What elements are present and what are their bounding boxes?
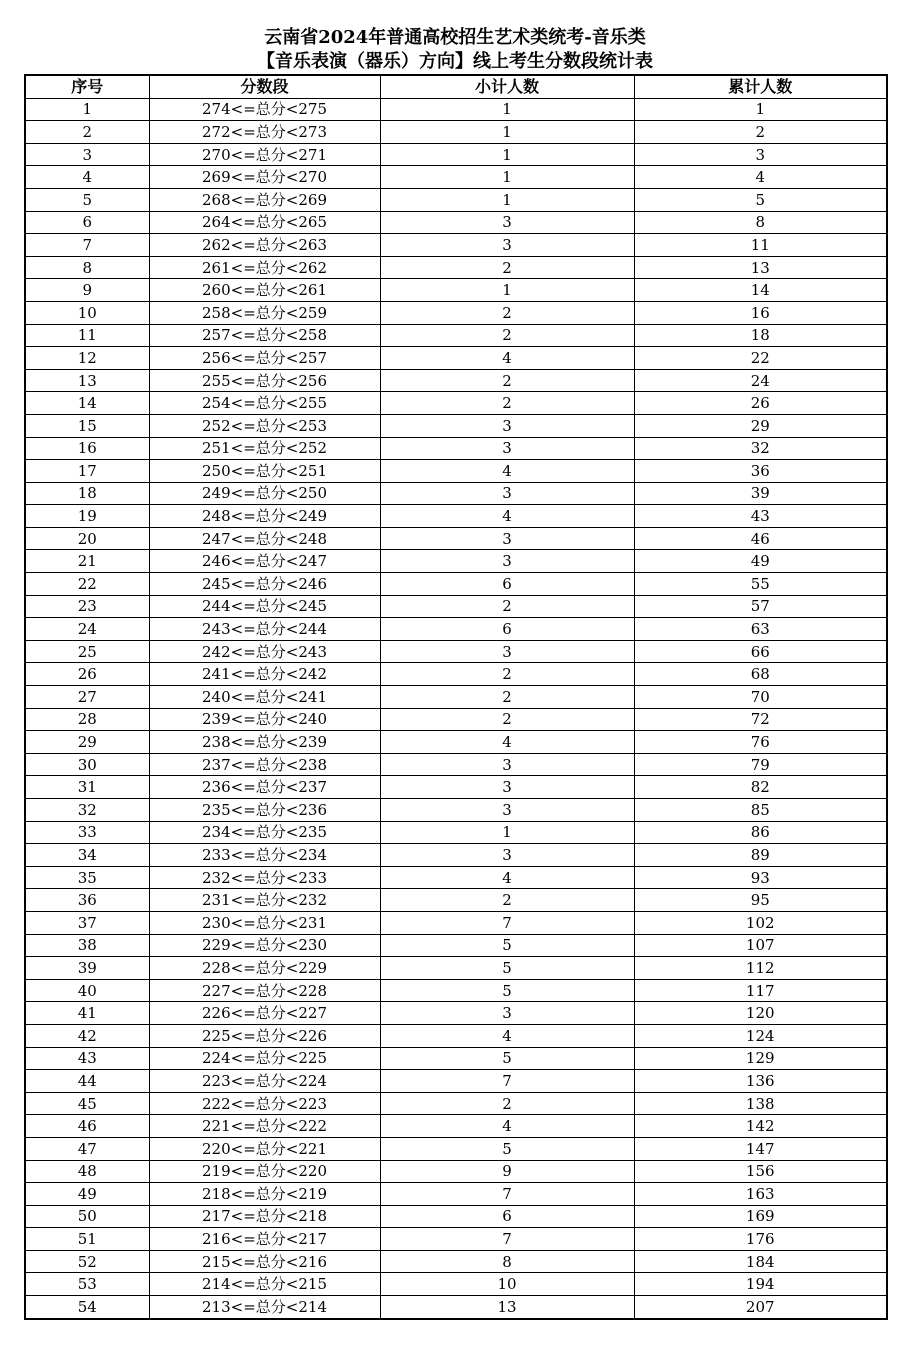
cell-subtotal: 3 — [380, 211, 634, 234]
table-row — [25, 234, 887, 257]
cell-score-range: 235<=总分<236 — [149, 799, 380, 822]
cell-score-range: 233<=总分<234 — [149, 844, 380, 867]
cell-score-range: 241<=总分<242 — [149, 663, 380, 686]
cell-subtotal: 7 — [380, 1070, 634, 1093]
cell-cumulative: 120 — [634, 1002, 887, 1025]
table-row — [25, 799, 887, 822]
cell-index: 34 — [25, 844, 149, 867]
cell-score-range: 251<=总分<252 — [149, 437, 380, 460]
cell-score-range: 270<=总分<271 — [149, 143, 380, 166]
cell-cumulative: 18 — [634, 324, 887, 347]
table-row — [25, 889, 887, 912]
cell-subtotal: 4 — [380, 1115, 634, 1138]
cell-cumulative: 102 — [634, 911, 887, 934]
table-row — [25, 663, 887, 686]
cell-subtotal: 1 — [380, 166, 634, 189]
cell-subtotal: 3 — [380, 550, 634, 573]
cell-subtotal: 1 — [380, 279, 634, 302]
cell-index: 2 — [25, 121, 149, 144]
cell-index: 49 — [25, 1183, 149, 1206]
cell-score-range: 262<=总分<263 — [149, 234, 380, 257]
cell-cumulative: 82 — [634, 776, 887, 799]
cell-score-range: 243<=总分<244 — [149, 618, 380, 641]
table-row — [25, 821, 887, 844]
cell-cumulative: 46 — [634, 527, 887, 550]
cell-cumulative: 95 — [634, 889, 887, 912]
table-row — [25, 1002, 887, 1025]
cell-cumulative: 13 — [634, 256, 887, 279]
cell-score-range: 257<=总分<258 — [149, 324, 380, 347]
cell-cumulative: 138 — [634, 1092, 887, 1115]
cell-index: 52 — [25, 1250, 149, 1273]
cell-cumulative: 29 — [634, 414, 887, 437]
cell-score-range: 223<=总分<224 — [149, 1070, 380, 1093]
table-row — [25, 550, 887, 573]
cell-score-range: 236<=总分<237 — [149, 776, 380, 799]
cell-cumulative: 142 — [634, 1115, 887, 1138]
cell-cumulative: 207 — [634, 1296, 887, 1319]
cell-index: 22 — [25, 573, 149, 596]
table-row — [25, 686, 887, 709]
cell-index: 28 — [25, 708, 149, 731]
cell-score-range: 269<=总分<270 — [149, 166, 380, 189]
cell-cumulative: 124 — [634, 1024, 887, 1047]
cell-score-range: 239<=总分<240 — [149, 708, 380, 731]
cell-subtotal: 3 — [380, 414, 634, 437]
document-page — [24, 26, 886, 1320]
cell-cumulative: 16 — [634, 301, 887, 324]
cell-cumulative: 14 — [634, 279, 887, 302]
cell-subtotal: 4 — [380, 866, 634, 889]
cell-subtotal: 5 — [380, 979, 634, 1002]
cell-index: 12 — [25, 347, 149, 370]
table-row — [25, 279, 887, 302]
cell-score-range: 238<=总分<239 — [149, 731, 380, 754]
table-row — [25, 482, 887, 505]
cell-subtotal: 5 — [380, 1047, 634, 1070]
cell-index: 43 — [25, 1047, 149, 1070]
table-row — [25, 1047, 887, 1070]
document-title-line-2: 【音乐表演（器乐）方向】线上考生分数段统计表 — [257, 51, 653, 72]
cell-cumulative: 129 — [634, 1047, 887, 1070]
cell-subtotal: 6 — [380, 573, 634, 596]
table-row — [25, 392, 887, 415]
cell-index: 20 — [25, 527, 149, 550]
cell-index: 33 — [25, 821, 149, 844]
cell-subtotal: 5 — [380, 1137, 634, 1160]
cell-subtotal: 13 — [380, 1296, 634, 1319]
cell-cumulative: 86 — [634, 821, 887, 844]
cell-subtotal: 7 — [380, 1183, 634, 1206]
cell-score-range: 214<=总分<215 — [149, 1273, 380, 1296]
cell-score-range: 237<=总分<238 — [149, 753, 380, 776]
cell-cumulative: 66 — [634, 640, 887, 663]
table-row — [25, 1296, 887, 1319]
cell-subtotal: 2 — [380, 301, 634, 324]
cell-index: 6 — [25, 211, 149, 234]
document-title-line-1: 云南省2024年普通高校招生艺术类统考-音乐类 — [264, 27, 646, 48]
table-row — [25, 527, 887, 550]
table-row — [25, 188, 887, 211]
cell-subtotal: 2 — [380, 686, 634, 709]
table-row — [25, 573, 887, 596]
cell-index: 37 — [25, 911, 149, 934]
table-row — [25, 324, 887, 347]
score-distribution-table — [24, 74, 888, 1320]
cell-subtotal: 2 — [380, 889, 634, 912]
table-row — [25, 1183, 887, 1206]
cell-subtotal: 1 — [380, 188, 634, 211]
cell-index: 53 — [25, 1273, 149, 1296]
cell-cumulative: 76 — [634, 731, 887, 754]
table-row — [25, 731, 887, 754]
cell-subtotal: 6 — [380, 1205, 634, 1228]
cell-subtotal: 8 — [380, 1250, 634, 1273]
table-row — [25, 211, 887, 234]
cell-cumulative: 49 — [634, 550, 887, 573]
cell-cumulative: 156 — [634, 1160, 887, 1183]
cell-subtotal: 1 — [380, 143, 634, 166]
table-row — [25, 1070, 887, 1093]
cell-index: 50 — [25, 1205, 149, 1228]
table-row — [25, 979, 887, 1002]
table-row — [25, 753, 887, 776]
table-row — [25, 911, 887, 934]
table-row — [25, 301, 887, 324]
cell-index: 11 — [25, 324, 149, 347]
cell-cumulative: 176 — [634, 1228, 887, 1251]
cell-cumulative: 70 — [634, 686, 887, 709]
cell-subtotal: 7 — [380, 911, 634, 934]
cell-score-range: 232<=总分<233 — [149, 866, 380, 889]
cell-subtotal: 9 — [380, 1160, 634, 1183]
cell-index: 29 — [25, 731, 149, 754]
table-row — [25, 957, 887, 980]
cell-cumulative: 112 — [634, 957, 887, 980]
cell-index: 5 — [25, 188, 149, 211]
cell-index: 18 — [25, 482, 149, 505]
cell-subtotal: 10 — [380, 1273, 634, 1296]
cell-score-range: 272<=总分<273 — [149, 121, 380, 144]
table-row — [25, 369, 887, 392]
cell-cumulative: 8 — [634, 211, 887, 234]
cell-score-range: 254<=总分<255 — [149, 392, 380, 415]
cell-subtotal: 2 — [380, 595, 634, 618]
cell-cumulative: 43 — [634, 505, 887, 528]
table-row — [25, 143, 887, 166]
table-row — [25, 98, 887, 121]
table-header-row — [25, 75, 887, 98]
cell-score-range: 213<=总分<214 — [149, 1296, 380, 1319]
cell-index: 38 — [25, 934, 149, 957]
cell-index: 23 — [25, 595, 149, 618]
table-row — [25, 1273, 887, 1296]
cell-cumulative: 55 — [634, 573, 887, 596]
cell-score-range: 248<=总分<249 — [149, 505, 380, 528]
cell-subtotal: 2 — [380, 1092, 634, 1115]
cell-score-range: 258<=总分<259 — [149, 301, 380, 324]
cell-subtotal: 7 — [380, 1228, 634, 1251]
cell-index: 44 — [25, 1070, 149, 1093]
table-row — [25, 1024, 887, 1047]
cell-score-range: 219<=总分<220 — [149, 1160, 380, 1183]
cell-subtotal: 1 — [380, 121, 634, 144]
cell-subtotal: 2 — [380, 392, 634, 415]
cell-score-range: 220<=总分<221 — [149, 1137, 380, 1160]
cell-score-range: 217<=总分<218 — [149, 1205, 380, 1228]
cell-index: 31 — [25, 776, 149, 799]
table-row — [25, 437, 887, 460]
cell-index: 30 — [25, 753, 149, 776]
cell-index: 42 — [25, 1024, 149, 1047]
cell-subtotal: 4 — [380, 731, 634, 754]
cell-index: 14 — [25, 392, 149, 415]
table-row — [25, 1250, 887, 1273]
cell-subtotal: 3 — [380, 640, 634, 663]
cell-score-range: 229<=总分<230 — [149, 934, 380, 957]
cell-cumulative: 24 — [634, 369, 887, 392]
cell-index: 25 — [25, 640, 149, 663]
cell-cumulative: 194 — [634, 1273, 887, 1296]
cell-subtotal: 3 — [380, 527, 634, 550]
cell-score-range: 247<=总分<248 — [149, 527, 380, 550]
cell-index: 21 — [25, 550, 149, 573]
cell-cumulative: 79 — [634, 753, 887, 776]
header-score-range: 分数段 — [149, 75, 380, 98]
cell-index: 10 — [25, 301, 149, 324]
table-row — [25, 1115, 887, 1138]
table-row — [25, 640, 887, 663]
cell-subtotal: 1 — [380, 821, 634, 844]
cell-index: 39 — [25, 957, 149, 980]
table-row — [25, 1137, 887, 1160]
cell-score-range: 246<=总分<247 — [149, 550, 380, 573]
cell-index: 47 — [25, 1137, 149, 1160]
table-row — [25, 844, 887, 867]
table-row — [25, 618, 887, 641]
cell-score-range: 226<=总分<227 — [149, 1002, 380, 1025]
cell-cumulative: 36 — [634, 460, 887, 483]
cell-subtotal: 2 — [380, 369, 634, 392]
cell-index: 51 — [25, 1228, 149, 1251]
cell-cumulative: 1 — [634, 98, 887, 121]
cell-subtotal: 6 — [380, 618, 634, 641]
cell-index: 16 — [25, 437, 149, 460]
table-row — [25, 460, 887, 483]
cell-cumulative: 57 — [634, 595, 887, 618]
cell-score-range: 216<=总分<217 — [149, 1228, 380, 1251]
cell-index: 40 — [25, 979, 149, 1002]
cell-cumulative: 22 — [634, 347, 887, 370]
table-row — [25, 414, 887, 437]
cell-cumulative: 32 — [634, 437, 887, 460]
table-row — [25, 166, 887, 189]
table-row — [25, 1092, 887, 1115]
table-row — [25, 1228, 887, 1251]
cell-index: 54 — [25, 1296, 149, 1319]
cell-cumulative: 39 — [634, 482, 887, 505]
cell-cumulative: 184 — [634, 1250, 887, 1273]
cell-cumulative: 68 — [634, 663, 887, 686]
cell-score-range: 222<=总分<223 — [149, 1092, 380, 1115]
cell-cumulative: 117 — [634, 979, 887, 1002]
cell-score-range: 274<=总分<275 — [149, 98, 380, 121]
cell-score-range: 256<=总分<257 — [149, 347, 380, 370]
cell-score-range: 250<=总分<251 — [149, 460, 380, 483]
cell-index: 41 — [25, 1002, 149, 1025]
cell-score-range: 215<=总分<216 — [149, 1250, 380, 1273]
cell-subtotal: 3 — [380, 437, 634, 460]
cell-score-range: 240<=总分<241 — [149, 686, 380, 709]
cell-score-range: 228<=总分<229 — [149, 957, 380, 980]
cell-subtotal: 2 — [380, 708, 634, 731]
cell-cumulative: 93 — [634, 866, 887, 889]
cell-index: 48 — [25, 1160, 149, 1183]
header-index: 序号 — [25, 75, 149, 98]
cell-index: 26 — [25, 663, 149, 686]
cell-score-range: 249<=总分<250 — [149, 482, 380, 505]
cell-score-range: 268<=总分<269 — [149, 188, 380, 211]
cell-score-range: 245<=总分<246 — [149, 573, 380, 596]
table-row — [25, 595, 887, 618]
cell-index: 19 — [25, 505, 149, 528]
cell-index: 24 — [25, 618, 149, 641]
cell-score-range: 231<=总分<232 — [149, 889, 380, 912]
cell-score-range: 242<=总分<243 — [149, 640, 380, 663]
cell-index: 8 — [25, 256, 149, 279]
cell-cumulative: 2 — [634, 121, 887, 144]
cell-score-range: 224<=总分<225 — [149, 1047, 380, 1070]
table-row — [25, 121, 887, 144]
cell-subtotal: 2 — [380, 324, 634, 347]
cell-index: 17 — [25, 460, 149, 483]
cell-subtotal: 3 — [380, 1002, 634, 1025]
cell-score-range: 221<=总分<222 — [149, 1115, 380, 1138]
cell-index: 13 — [25, 369, 149, 392]
cell-index: 9 — [25, 279, 149, 302]
cell-subtotal: 3 — [380, 753, 634, 776]
cell-score-range: 218<=总分<219 — [149, 1183, 380, 1206]
cell-cumulative: 63 — [634, 618, 887, 641]
cell-index: 27 — [25, 686, 149, 709]
cell-score-range: 234<=总分<235 — [149, 821, 380, 844]
header-subtotal: 小计人数 — [380, 75, 634, 98]
table-row — [25, 1205, 887, 1228]
table-row — [25, 1160, 887, 1183]
cell-subtotal: 3 — [380, 482, 634, 505]
cell-cumulative: 169 — [634, 1205, 887, 1228]
cell-score-range: 225<=总分<226 — [149, 1024, 380, 1047]
cell-cumulative: 136 — [634, 1070, 887, 1093]
cell-index: 15 — [25, 414, 149, 437]
table-body — [25, 98, 887, 1319]
cell-index: 4 — [25, 166, 149, 189]
cell-index: 35 — [25, 866, 149, 889]
cell-cumulative: 85 — [634, 799, 887, 822]
table-row — [25, 934, 887, 957]
cell-cumulative: 147 — [634, 1137, 887, 1160]
cell-cumulative: 5 — [634, 188, 887, 211]
cell-subtotal: 1 — [380, 98, 634, 121]
cell-subtotal: 3 — [380, 234, 634, 257]
table-row — [25, 708, 887, 731]
table-row — [25, 866, 887, 889]
cell-index: 7 — [25, 234, 149, 257]
cell-cumulative: 26 — [634, 392, 887, 415]
cell-subtotal: 5 — [380, 957, 634, 980]
cell-subtotal: 3 — [380, 776, 634, 799]
cell-score-range: 252<=总分<253 — [149, 414, 380, 437]
cell-cumulative: 3 — [634, 143, 887, 166]
cell-cumulative: 4 — [634, 166, 887, 189]
cell-score-range: 230<=总分<231 — [149, 911, 380, 934]
cell-score-range: 260<=总分<261 — [149, 279, 380, 302]
cell-cumulative: 107 — [634, 934, 887, 957]
table-row — [25, 776, 887, 799]
cell-score-range: 255<=总分<256 — [149, 369, 380, 392]
cell-score-range: 227<=总分<228 — [149, 979, 380, 1002]
cell-index: 46 — [25, 1115, 149, 1138]
cell-cumulative: 163 — [634, 1183, 887, 1206]
header-cumulative: 累计人数 — [634, 75, 887, 98]
cell-cumulative: 11 — [634, 234, 887, 257]
cell-subtotal: 4 — [380, 1024, 634, 1047]
table-row — [25, 256, 887, 279]
cell-subtotal: 5 — [380, 934, 634, 957]
cell-index: 36 — [25, 889, 149, 912]
cell-index: 32 — [25, 799, 149, 822]
cell-score-range: 264<=总分<265 — [149, 211, 380, 234]
cell-subtotal: 4 — [380, 347, 634, 370]
cell-subtotal: 3 — [380, 844, 634, 867]
cell-subtotal: 2 — [380, 256, 634, 279]
cell-subtotal: 2 — [380, 663, 634, 686]
cell-index: 45 — [25, 1092, 149, 1115]
cell-index: 1 — [25, 98, 149, 121]
cell-cumulative: 89 — [634, 844, 887, 867]
table-row — [25, 505, 887, 528]
cell-subtotal: 4 — [380, 505, 634, 528]
cell-subtotal: 4 — [380, 460, 634, 483]
cell-score-range: 244<=总分<245 — [149, 595, 380, 618]
table-row — [25, 347, 887, 370]
cell-cumulative: 72 — [634, 708, 887, 731]
cell-index: 3 — [25, 143, 149, 166]
cell-score-range: 261<=总分<262 — [149, 256, 380, 279]
cell-subtotal: 3 — [380, 799, 634, 822]
